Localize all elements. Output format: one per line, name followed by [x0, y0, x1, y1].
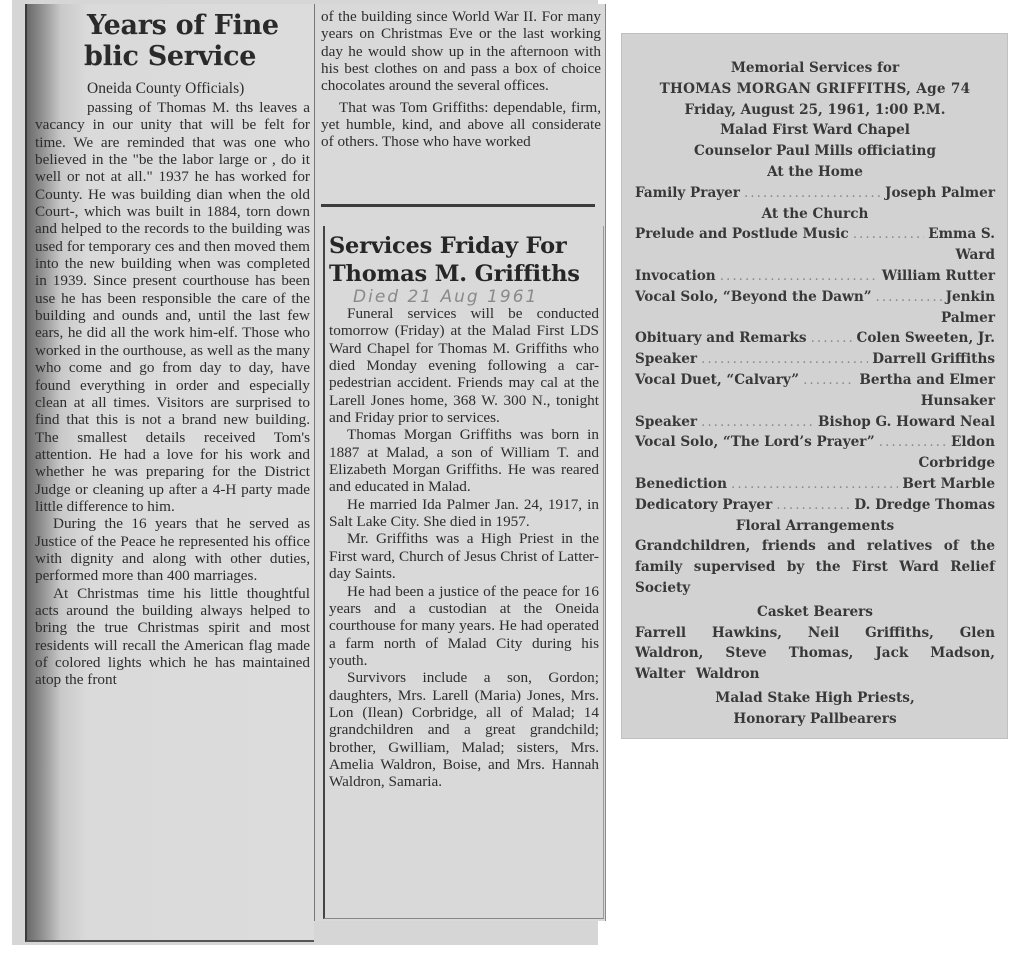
program-role: Vocal Solo, “The Lord’s Prayer” [635, 434, 875, 451]
article2-paragraph: Thomas Morgan Griffiths was born in 1887 at Malad, a son of William T. and Elizabeth Morgan Griffiths. He was reared and educated in Malad. [329, 426, 599, 496]
program-role: Vocal Duet, “Calvary” [635, 371, 800, 388]
program-item [635, 495, 995, 516]
leader-dots [744, 183, 881, 204]
article1-continuation [321, 8, 601, 151]
article-column-right [314, 4, 606, 921]
casket-bearers-list: Farrell Hawkins, Neil Griffiths, Glen Waldron, Steve Thomas, Jack Madson, Walter Waldron [635, 624, 995, 683]
section-heading-church: At the Church [761, 205, 869, 222]
handwritten-death-date: Died 21 Aug 1961 [353, 287, 539, 307]
program-item [635, 349, 995, 370]
program-participant: Joseph Palmer [885, 184, 995, 201]
article-public-service-column [25, 4, 314, 942]
program-role: Vocal Solo, “Beyond the Dawn” [635, 288, 872, 305]
column-divider-rule [321, 204, 595, 207]
leader-dots [720, 266, 878, 287]
program-item [635, 183, 995, 204]
program-participant: Bishop G. Howard Neal [818, 413, 995, 430]
program-participant-continued: Palmer [940, 309, 995, 326]
section-heading-casket-bearers: Casket Bearers [757, 603, 873, 620]
leader-dots [731, 474, 898, 495]
program-item [635, 224, 995, 245]
article1-headline-line2: blic Service [84, 41, 257, 72]
program-item [635, 266, 995, 287]
program-participant: Emma S. [928, 226, 995, 243]
program-participant: D. Dredge Thomas [854, 496, 995, 513]
program-participant: Colen Sweeten, Jr. [856, 330, 995, 347]
honorary-pallbearers-line2: Honorary Pallbearers [733, 710, 897, 727]
memorial-program-card [621, 33, 1008, 739]
program-item [635, 412, 995, 433]
program-participant: Bert Marble [902, 475, 995, 492]
program-role: Obituary and Remarks [635, 330, 807, 347]
program-item [635, 287, 995, 308]
article1-paragraph: That was Tom Griffiths: dependable, firm, yet humble, kind, and above all considerate of others. Those who have worked [321, 98, 601, 151]
program-role: Invocation [635, 267, 716, 284]
article1-byline: Oneida County Officials) [87, 80, 245, 97]
program-item [635, 370, 995, 391]
article2-paragraph: He had been a justice of the peace for 16 years and a custodian at the Oneida courthouse for many years. He had operated a farm north of Malad City during his youth. [329, 582, 599, 669]
honorary-pallbearers-line1: Malad Stake High Priests, [715, 689, 915, 706]
leader-dots [803, 370, 855, 391]
leader-dots [853, 224, 925, 245]
article1-paragraph: of the building since World War II. For many years on Christmas Eve or the last working day he would show up in the afternoon with his best clothes on and pass a box of choice chocolates around the several offices. [321, 8, 601, 95]
article2-headline-line1: Services Friday For [329, 233, 567, 259]
article1-headline-line1: Years of Fine [87, 10, 279, 41]
program-participant: Bertha and Elmer [859, 371, 995, 388]
memorial-name-line: THOMAS MORGAN GRIFFITHS, Age 74 [659, 80, 971, 97]
program-participant: Jenkin [945, 288, 995, 305]
program-participant-continued: Corbridge [918, 455, 995, 472]
leader-dots [701, 412, 814, 433]
article-services-friday [323, 226, 604, 919]
leader-dots [776, 495, 850, 516]
program-item [635, 432, 995, 453]
article1-paragraph: During the 16 years that he served as Justice of the Peace he represented his office with dignity and along with other duties, performed more than 400 marriages. [35, 515, 310, 585]
article2-paragraph: He married Ida Palmer Jan. 24, 1917, in Salt Lake City. She died in 1957. [329, 495, 599, 531]
leader-dots [879, 432, 947, 453]
article2-paragraph: Survivors include a son, Gordon; daughters, Mrs. Larell (Maria) Jones, Mrs. Lon (Ilean) Corbridge, all of Malad; 14 grandchildren and a great grandchild; brother, Gwilliam, Malad; sisters, Mrs. Amelia Waldron, Boise, and Mrs. Hannah Waldron, Samaria. [329, 669, 599, 791]
article1-paragraph: passing of Thomas M. ths leaves a vacancy in our unity that will be felt for time. We are reminded that was one who believed in the "be the labor large or , do it well or not at all." 1937 he has worked for County. He was building dian when the old Court-, which was built in 1884, torn down and helped to the records to the building was used for temporary ces and then moved them into the new building when was completed in 1939. Since present courthouse has been use he has been responsible the care of the building and ounds and, until the last few ears, he did all the work him-elf. Those who worked in the ourthouse, as well as the many who come and go from day to day, have found everything in order and especially clean at all times. Visitors are surprised to find that this is not a brand new building. The smallest details received Tom's attention. He had a love for his work and whether he was preparing for the District Judge or cleaning up after a 4-H party made little difference to him. [35, 99, 310, 515]
program-role: Family Prayer [635, 184, 740, 201]
article2-headline-line2: Thomas M. Griffiths [329, 261, 580, 287]
article2-paragraph: Funeral services will be conducted tomorrow (Friday) at the Malad First LDS Ward Chapel for Thomas M. Griffiths who died Monday evening following a car-pedestrian accident. Friends may cal at the Larell Jones home, 368 W. 300 N., tonight and Friday prior to services. [329, 305, 599, 427]
program-participant-continued: Ward [955, 247, 995, 264]
program-participant-continued: Hunsaker [920, 392, 995, 409]
program-participant: Darrell Griffiths [872, 351, 995, 368]
leader-dots [701, 349, 868, 370]
floral-arrangements-text: Grandchildren, friends and relatives of the family supervised by the First Ward Relief Society [635, 538, 995, 596]
program-role: Speaker [635, 413, 698, 430]
program-role: Prelude and Postlude Music [635, 226, 849, 243]
program-role: Speaker [635, 351, 698, 368]
program-item [635, 474, 995, 495]
leader-dots [811, 328, 853, 349]
leader-dots [876, 287, 942, 308]
program-role: Dedicatory Prayer [635, 496, 773, 513]
newspaper-clipping-scan [12, 0, 601, 945]
article1-paragraph: At Christmas time his little thoughtful acts around the building always helped to bring the true Christmas spirit and most residents will recall the American flag made of colored lights which he has maintained atop the front [35, 584, 310, 689]
program-item [635, 328, 995, 349]
program-role: Benediction [635, 475, 728, 492]
memorial-title: Memorial Services for [730, 60, 900, 76]
memorial-date-line: Friday, August 25, 1961, 1:00 P.M. [684, 101, 946, 118]
article2-paragraph: Mr. Griffiths was a High Priest in the First ward, Church of Jesus Christ of Latter-day Saints. [329, 530, 599, 583]
section-heading-floral: Floral Arrangements [735, 517, 895, 534]
section-heading-home: At the Home [767, 163, 863, 180]
memorial-officiating: Counselor Paul Mills officiating [694, 143, 936, 160]
program-participant: Eldon [951, 434, 995, 451]
memorial-location: Malad First Ward Chapel [720, 122, 910, 139]
program-participant: William Rutter [881, 267, 995, 284]
